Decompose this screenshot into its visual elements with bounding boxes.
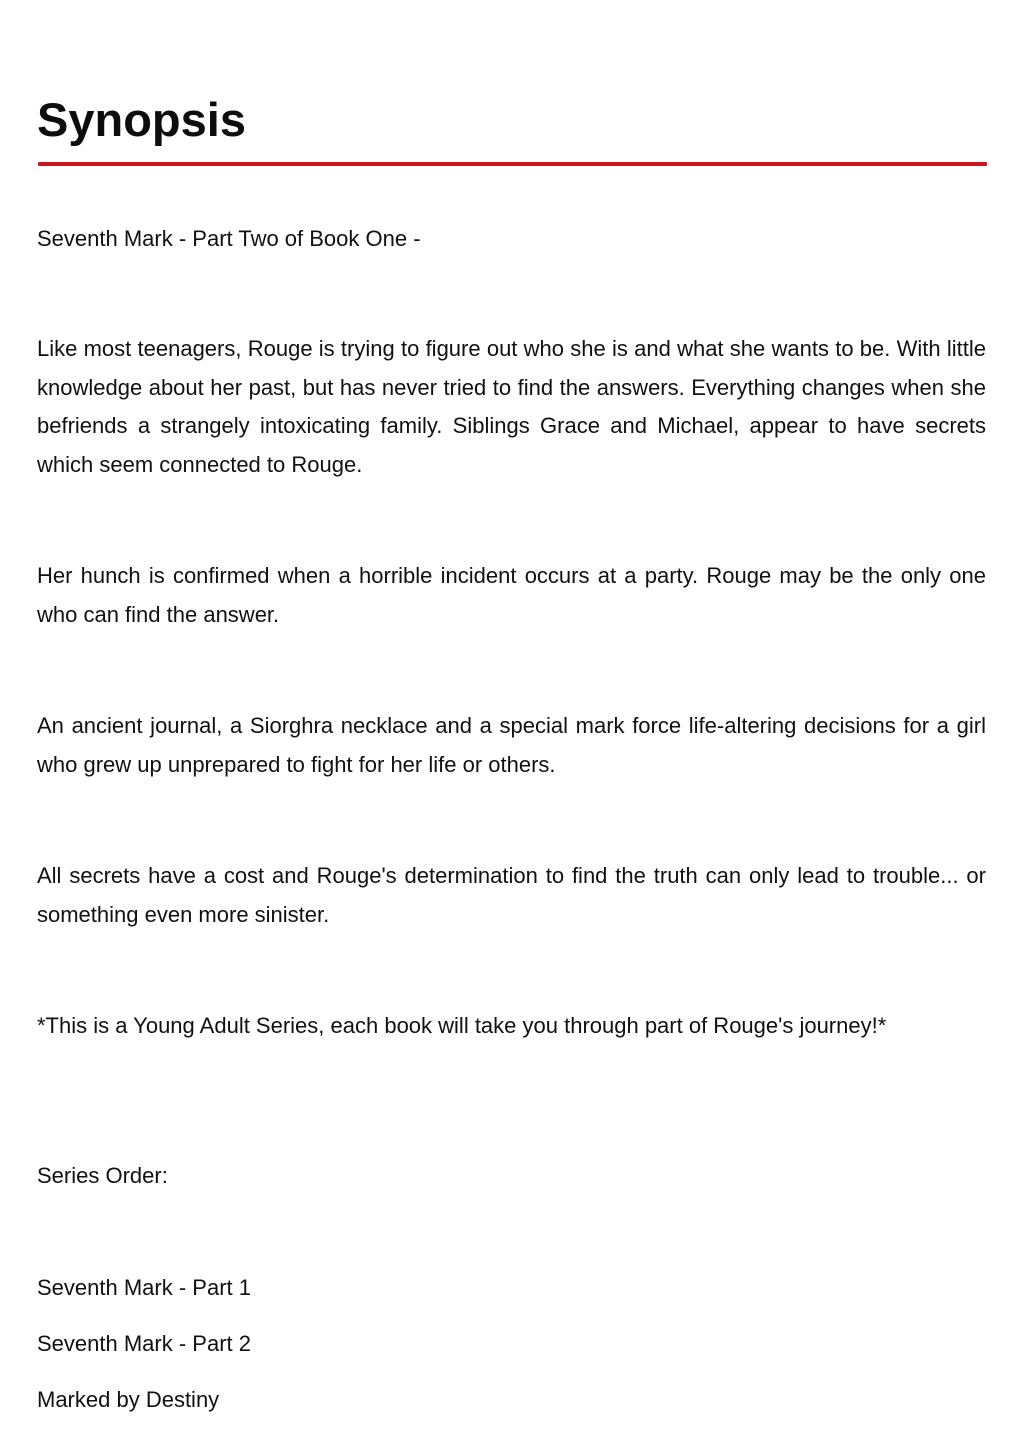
series-order-heading: Series Order: [37, 1163, 168, 1188]
title-underline [38, 162, 987, 166]
synopsis-paragraph-4: All secrets have a cost and Rouge's determination to find the truth can only lead to trouble... or something even more sinister. [37, 863, 986, 927]
synopsis-paragraph-3: An ancient journal, a Siorghra necklace and a special mark force life-altering decisions for a girl who grew up unprepared to fight for her life or others. [37, 713, 986, 777]
series-item-3: Marked by Destiny [37, 1387, 220, 1412]
synopsis-paragraph-5: *This is a Young Adult Series, each book will take you through part of Rouge's journey!* [37, 1013, 887, 1038]
page-title: Synopsis [37, 93, 246, 146]
synopsis-paragraph-1: Like most teenagers, Rouge is trying to figure out who she is and what she wants to be. With little knowledge about her past, but has never tried to find the answers. Everything changes when she befriends a strangely intoxicating family. Siblings Grace and Michael, appear to have secrets which seem connected to Rouge. [37, 336, 986, 477]
series-item-1: Seventh Mark - Part 1 [37, 1275, 251, 1300]
series-item-2: Seventh Mark - Part 2 [37, 1331, 251, 1356]
subtitle: Seventh Mark - Part Two of Book One - [37, 226, 421, 251]
synopsis-paragraph-2: Her hunch is confirmed when a horrible incident occurs at a party. Rouge may be the only one who can find the answer. [37, 563, 986, 627]
